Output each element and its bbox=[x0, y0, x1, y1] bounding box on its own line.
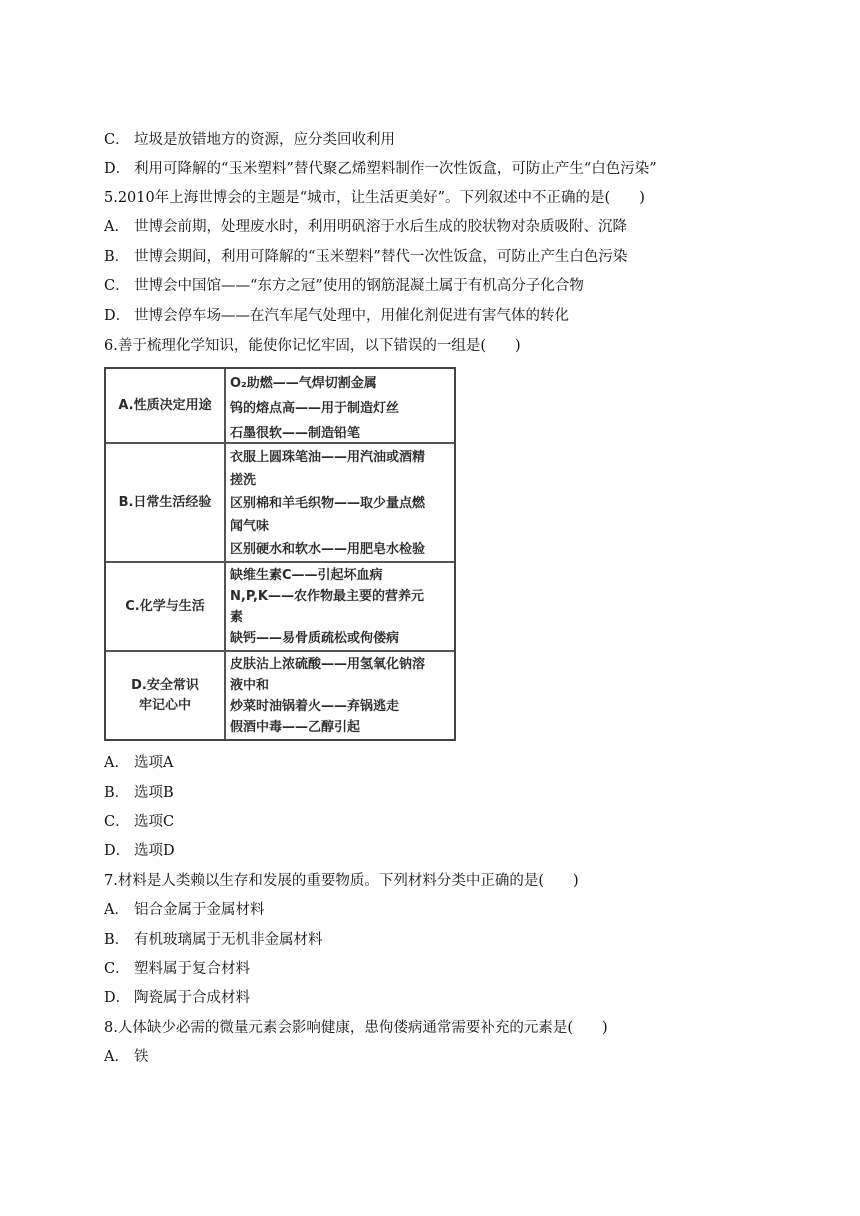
table-content-c: 缺维生素C——引起坏血病 N,P,K——农作物最主要的营养元 素 缺钙——易骨质疏松或佝偻病 bbox=[230, 568, 424, 646]
q5-option-a: A． 世博会前期，处理废水时，利用明矾溶于水后生成的胶状物对杂质吸附、沉降 bbox=[104, 219, 627, 235]
table-row-a bbox=[106, 369, 454, 444]
q8-option-a: A． 铁 bbox=[104, 1049, 149, 1065]
table-content-d: 皮肤沾上浓硫酸——用氢氧化钠溶 液中和 炒菜时油锅着火——弃锅逃走 假酒中毒——乙醇引起 bbox=[230, 657, 426, 735]
q8-stem: 8.人体缺少必需的微量元素会影响健康，患佝偻病通常需要补充的元素是( ) bbox=[104, 1020, 608, 1036]
q7-option-a: A． 铝合金属于金属材料 bbox=[104, 902, 265, 918]
q6-stem: 6.善于梳理化学知识，能使你记忆牢固，以下错误的一组是( ) bbox=[104, 338, 521, 354]
q5-stem: 5.2010年上海世博会的主题是“城市，让生活更美好”。下列叙述中不正确的是( ) bbox=[104, 190, 645, 206]
table-category-a: A.性质决定用途 bbox=[106, 369, 226, 442]
q6-option-b: B． 选项B bbox=[104, 785, 174, 801]
table-row-b bbox=[106, 444, 454, 563]
q4-option-d: D． 利用可降解的“玉米塑料”替代聚乙烯塑料制作一次性饭盒，可防止产生“白色污染” bbox=[104, 161, 657, 177]
q7-option-c: C． 塑料属于复合材料 bbox=[104, 961, 250, 977]
table-content-b: 衣服上圆珠笔油——用汽油或酒精 搓洗 区别棉和羊毛织物——取少量点燃 闻气味 区别硬水和软水——用肥皂水检验 bbox=[230, 450, 426, 557]
table-row-c bbox=[106, 563, 454, 652]
q6-option-d: D． 选项D bbox=[104, 843, 175, 859]
table-category-c: C.化学与生活 bbox=[106, 563, 226, 650]
q7-option-b: B． 有机玻璃属于无机非金属材料 bbox=[104, 932, 323, 948]
q4-option-c: C． 垃圾是放错地方的资源，应分类回收利用 bbox=[104, 132, 395, 148]
q6-knowledge-table bbox=[104, 367, 456, 741]
q7-option-d: D． 陶瓷属于合成材料 bbox=[104, 990, 250, 1006]
q6-option-a: A． 选项A bbox=[104, 755, 174, 771]
q5-option-c: C． 世博会中国馆——“东方之冠”使用的钢筋混凝土属于有机高分子化合物 bbox=[104, 278, 584, 294]
table-content-a: O₂助燃——气焊切割金属 钨的熔点高——用于制造灯丝 石墨很软——制造铅笔 bbox=[230, 376, 400, 441]
table-category-d: D.安全常识 牢记心中 bbox=[106, 652, 226, 739]
q5-option-d: D． 世博会停车场——在汽车尾气处理中，用催化剂促进有害气体的转化 bbox=[104, 308, 569, 324]
q7-stem: 7.材料是人类赖以生存和发展的重要物质。下列材料分类中正确的是( ) bbox=[104, 873, 579, 889]
table-category-b: B.日常生活经验 bbox=[106, 444, 226, 561]
table-row-d bbox=[106, 652, 454, 739]
q6-option-c: C． 选项C bbox=[104, 814, 175, 830]
q5-option-b: B． 世博会期间，利用可降解的“玉米塑料”替代一次性饭盒，可防止产生白色污染 bbox=[104, 249, 628, 265]
